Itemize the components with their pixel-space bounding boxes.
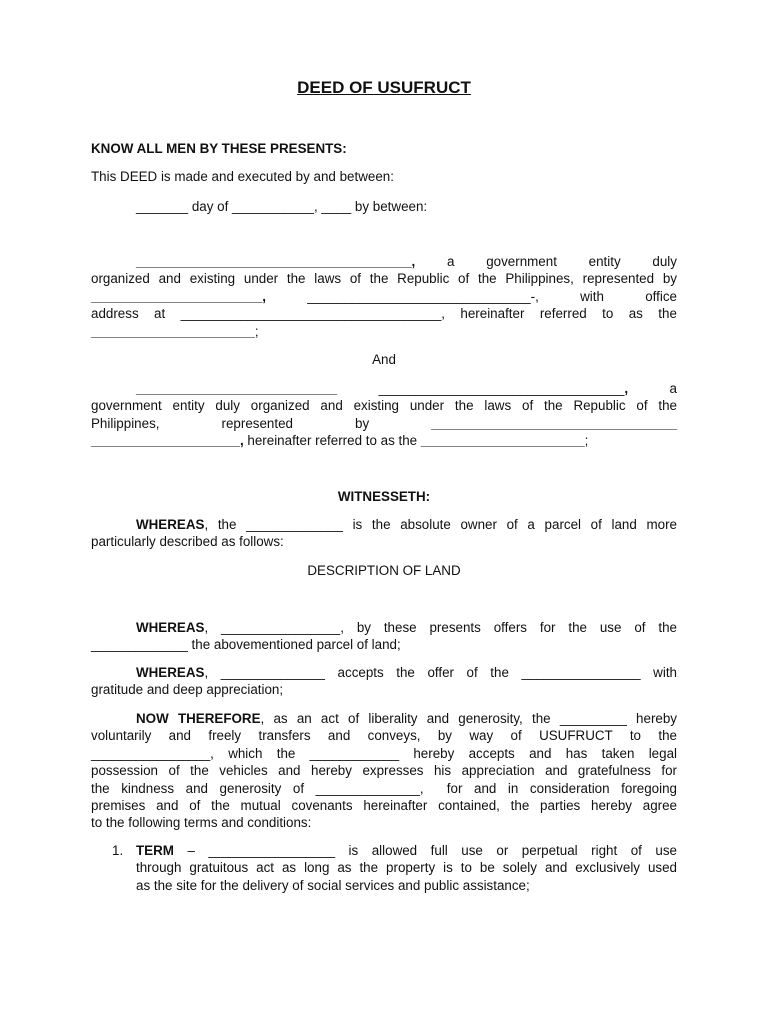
first-party-alias-blank: ______________________ bbox=[91, 323, 255, 339]
page-title: DEED OF USUFRUCT bbox=[297, 78, 471, 97]
whereas-clause-2: WHEREAS, ________________, by these presents offers for the use of the _____________ the abovementioned parcel of land; bbox=[91, 620, 677, 653]
second-party-representative-blank: _________________________________ bbox=[431, 415, 677, 431]
whereas-clause-1: WHEREAS, the _____________ is the absolute owner of a parcel of land more particularly described as follows: bbox=[91, 517, 677, 550]
description-of-land-heading: DESCRIPTION OF LAND bbox=[307, 563, 461, 578]
whereas-clause-3: WHEREAS, ______________ accepts the offer of the ________________ with gratitude and deep appreciation; bbox=[91, 665, 677, 698]
first-party-paragraph: _____________________________________, a government entity duly organized and existing under the laws of the Republic of the Philippines, represented by _______________________, ______________________________-, with office address at ___________________________________, hereinafter referred to as the ______________________; bbox=[91, 254, 677, 339]
second-party-paragraph: ___________________________ _________________________________, a government entity duly organized and existing under the laws of the Republic of the Philippines, represented by _________________________________ ____________________, hereinafter referred to as the ______________________; bbox=[91, 381, 677, 449]
first-party-representative-blank: _______________________, bbox=[91, 288, 267, 304]
date-line: _______ day of ___________, ____ by between: bbox=[136, 199, 428, 214]
know-all-heading: KNOW ALL MEN BY THESE PRESENTS: bbox=[91, 141, 347, 156]
term-clause: TERM – _________________ is allowed full use or perpetual right of use through gratuitous act as long as the property is to be solely and exclusively used as the site for the delivery of social services and public assistance; bbox=[136, 843, 677, 893]
made-between-text: This DEED is made and executed by and between: bbox=[91, 169, 394, 184]
witnesseth-heading: WITNESSETH: bbox=[337, 489, 431, 504]
now-therefore-clause: NOW THEREFORE, as an act of liberality and generosity, the _________ hereby voluntarily and freely transfers and conveys, by way of USUFRUCT to the ________________, which the ____________ hereby accepts and has taken legal possession of the vehicles and hereby expresses his appreciation and gratefulness for the kindness and generosity of ______________, for and in consideration foregoing premises and of the mutual covenants hereinafter contained, the parties hereby agree to the following terms and conditions: bbox=[91, 711, 678, 831]
second-party-name-blank: ___________________________ bbox=[136, 381, 338, 396]
and-text: And bbox=[372, 352, 396, 367]
second-party-alias-blank: ______________________ bbox=[420, 433, 585, 449]
list-item-number: 1. bbox=[112, 843, 124, 858]
first-party-name-blank: _____________________________________, bbox=[136, 254, 416, 269]
